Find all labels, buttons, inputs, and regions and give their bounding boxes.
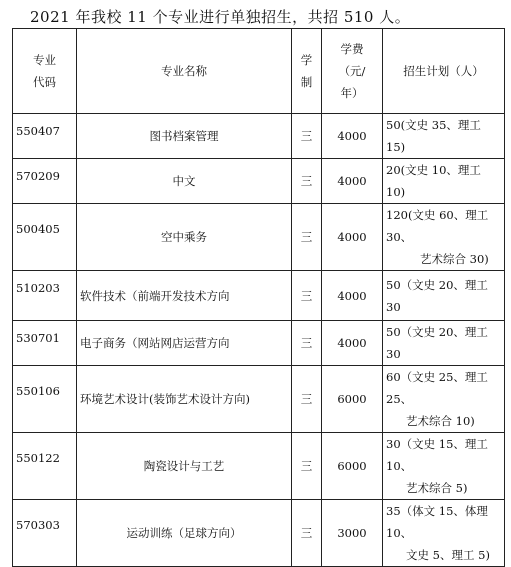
cell-system: 三 [292,321,322,366]
cell-code: 550407 [13,114,77,159]
cell-fee: 4000 [322,204,383,271]
cell-plan [383,159,505,204]
cell-code: 530701 [13,321,77,366]
table-row [13,204,505,271]
table-row [13,321,505,366]
cell-plan [383,271,505,321]
header-fee-line: 学费 [340,42,364,56]
cell-fee: 3000 [322,500,383,567]
plan-line: 35（体文 15、体理 10、 [386,504,488,540]
table-header-row [13,29,505,114]
cell-plan [383,114,505,159]
cell-name: 运动训练（足球方向） [77,500,292,567]
header-system-line: 制 [300,75,313,89]
table-row [13,114,505,159]
header-code-line: 代码 [33,75,56,89]
cell-system: 三 [292,159,322,204]
header-system [292,29,322,114]
plan-line: 艺术综合 30) [420,252,489,266]
plan-line: 120(文史 60、理工 30、 [386,208,489,244]
cell-plan [383,366,505,433]
table-row [13,366,505,433]
cell-code: 570303 [13,500,77,567]
plan-line: 50（文史 20、理工 30 [386,277,488,314]
cell-code: 550122 [13,433,77,500]
enrollment-table [12,28,505,567]
cell-system: 三 [292,366,322,433]
header-code-line: 专业 [33,53,56,67]
table-row [13,433,505,500]
cell-name: 空中乘务 [77,204,292,271]
cell-plan [383,204,505,271]
header-major-code [13,29,77,114]
plan-line: 50（文史 20、理工 30 [386,325,488,361]
plan-line: 60（文史 25、理工 25、 [386,370,488,406]
cell-name: 环境艺术设计(装饰艺术设计方向) [77,366,292,433]
cell-name: 图书档案管理 [77,114,292,159]
cell-fee: 4000 [322,271,383,321]
cell-fee: 4000 [322,321,383,366]
cell-system: 三 [292,500,322,567]
cell-code: 510203 [13,271,77,321]
cell-name: 中文 [77,159,292,204]
header-fee-line: （元/ [338,64,366,78]
cell-fee: 4000 [322,159,383,204]
plan-line: 艺术综合 5) [406,481,468,495]
plan-line: 20(文史 10、理工 10) [386,163,481,199]
cell-name: 电子商务（网站网店运营方向 [77,321,292,366]
table-row [13,271,505,321]
header-system-line: 学 [300,53,313,67]
cell-plan [383,500,505,567]
cell-code: 550106 [13,366,77,433]
plan-line: 50(文史 35、理工 15) [386,118,481,154]
header-tuition [322,29,383,114]
cell-plan [383,433,505,500]
cell-plan [383,321,505,366]
cell-name: 软件技术（前端开发技术方向 [77,271,292,321]
cell-fee: 4000 [322,114,383,159]
cell-system: 三 [292,204,322,271]
cell-code: 500405 [13,204,77,271]
plan-line: 30（文史 15、理工 10、 [386,437,488,473]
cell-name: 陶瓷设计与工艺 [77,433,292,500]
table-row [13,500,505,567]
header-fee-line: 年） [340,86,364,100]
header-enrollment-plan: 招生计划（人） [383,29,505,114]
cell-fee: 6000 [322,366,383,433]
cell-system: 三 [292,433,322,500]
table-row [13,159,505,204]
cell-system: 三 [292,114,322,159]
header-major-name: 专业名称 [77,29,292,114]
plan-line: 文史 5、理工 5) [406,548,490,562]
cell-code: 570209 [13,159,77,204]
cell-system: 三 [292,271,322,321]
cell-fee: 6000 [322,433,383,500]
page-headline: 2021 年我校 11 个专业进行单独招生，共招 510 人。 [30,8,411,26]
plan-line: 艺术综合 10) [406,414,475,428]
